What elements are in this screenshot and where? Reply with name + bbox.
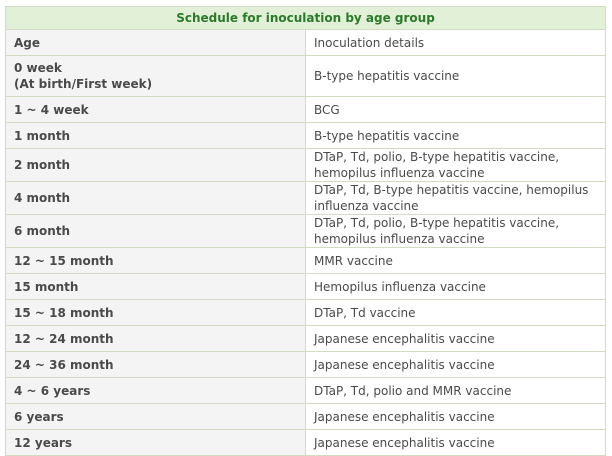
age-cell: 12 years [6,430,306,456]
details-cell: Japanese encephalitis vaccine [306,430,606,456]
table-row [6,274,606,300]
details-cell: B-type hepatitis vaccine [306,56,606,97]
table-row [6,182,606,215]
age-column-header: Age [6,30,306,56]
table-row [6,56,606,97]
age-label-line: (At birth/First week) [14,77,153,91]
details-cell: Japanese encephalitis vaccine [306,326,606,352]
table-row [6,97,606,123]
age-cell: 12 ~ 15 month [6,248,306,274]
age-cell: 24 ~ 36 month [6,352,306,378]
details-cell: DTaP, Td, polio, B-type hepatitis vaccine, hemopilus influenza vaccine [306,149,606,182]
age-cell: 15 month [6,274,306,300]
age-cell: 1 ~ 4 week [6,97,306,123]
age-cell: 2 month [6,149,306,182]
age-label-line: 0 week [14,61,62,75]
table-header-row [6,30,606,56]
table-row [6,248,606,274]
details-cell: Japanese encephalitis vaccine [306,404,606,430]
details-cell: B-type hepatitis vaccine [306,123,606,149]
details-cell: MMR vaccine [306,248,606,274]
age-cell: 15 ~ 18 month [6,300,306,326]
table-row [6,215,606,248]
table-title-row [6,7,606,30]
details-cell: DTaP, Td, polio, B-type hepatitis vaccine, hemopilus influenza vaccine [306,215,606,248]
table-row [6,123,606,149]
details-cell: Japanese encephalitis vaccine [306,352,606,378]
table-title: Schedule for inoculation by age group [6,7,606,30]
table-row [6,404,606,430]
age-cell: 1 month [6,123,306,149]
details-cell: DTaP, Td, B-type hepatitis vaccine, hemopilus influenza vaccine [306,182,606,215]
age-cell: 12 ~ 24 month [6,326,306,352]
inoculation-schedule-table [5,6,606,456]
table-row [6,149,606,182]
table-row [6,326,606,352]
details-cell: Hemopilus influenza vaccine [306,274,606,300]
details-cell: DTaP, Td, polio and MMR vaccine [306,378,606,404]
table-row [6,378,606,404]
table-row [6,430,606,456]
age-cell: 6 month [6,215,306,248]
details-cell: BCG [306,97,606,123]
details-cell: DTaP, Td vaccine [306,300,606,326]
age-cell: 4 ~ 6 years [6,378,306,404]
age-cell [6,56,306,97]
table-row [6,300,606,326]
age-cell: 6 years [6,404,306,430]
details-column-header: Inoculation details [306,30,606,56]
age-cell: 4 month [6,182,306,215]
table-row [6,352,606,378]
